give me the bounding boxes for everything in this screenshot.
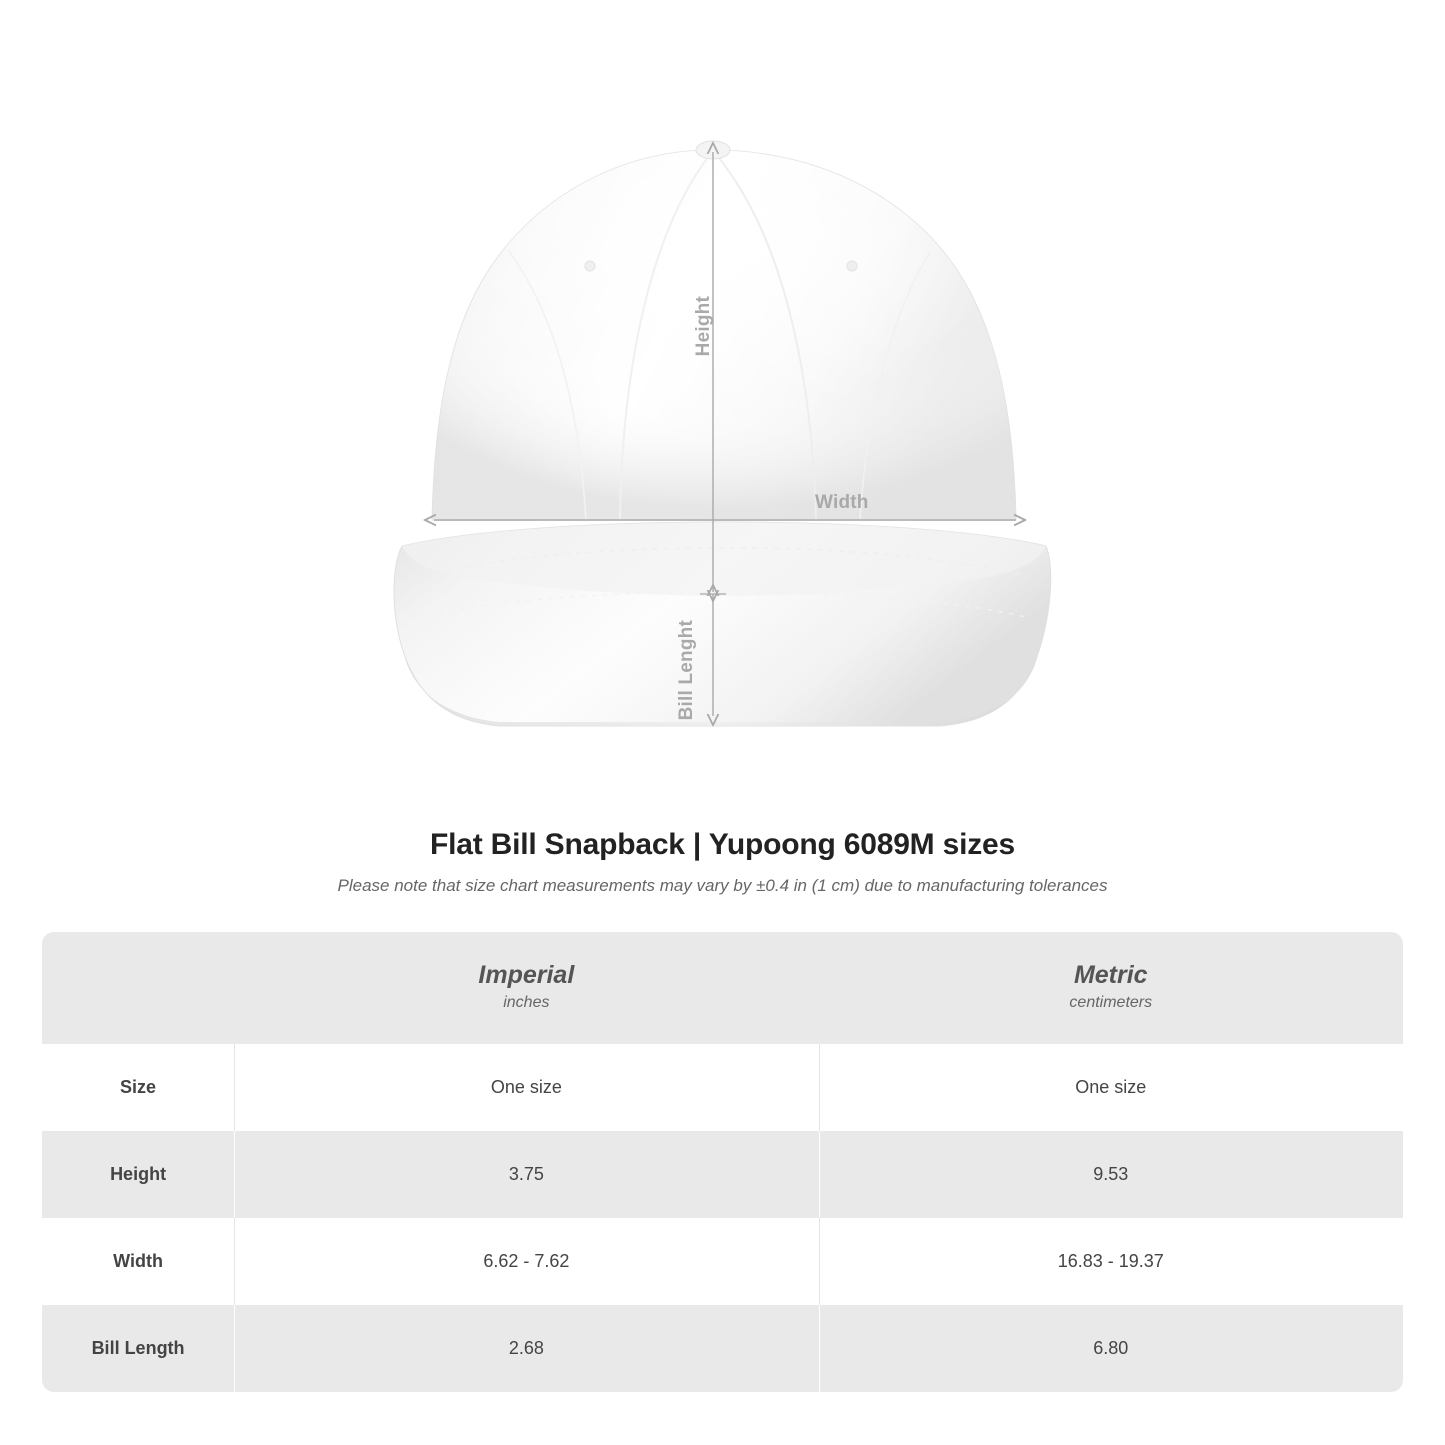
bill-length-label-line1: Bill [676, 690, 697, 721]
row-label-bill-length: Bill Length [42, 1305, 234, 1392]
height-dimension-label: Height [693, 296, 714, 357]
metric-unit-name: Metric [1073, 961, 1148, 989]
size-table-head [42, 932, 1403, 1044]
size-table-body [42, 1044, 1403, 1392]
cell-width-metric: 16.83 - 19.37 [819, 1218, 1403, 1305]
cell-bill-length-imperial: 2.68 [234, 1305, 818, 1392]
header-imperial [234, 932, 818, 1044]
unit-header-row [42, 932, 1403, 1044]
table-row [42, 1305, 1403, 1392]
cell-size-metric: One size [819, 1044, 1403, 1131]
tolerance-note: Please note that size chart measurements may vary by ±0.4 in (1 cm) due to manufacturing tolerances [337, 876, 1108, 895]
size-table [42, 932, 1403, 1392]
cell-bill-length-metric: 6.80 [819, 1305, 1403, 1392]
cell-width-imperial: 6.62 - 7.62 [234, 1218, 818, 1305]
title-block [0, 828, 1445, 896]
table-row [42, 1218, 1403, 1305]
header-metric [819, 932, 1403, 1044]
row-label-width: Width [42, 1218, 234, 1305]
size-table-wrapper [42, 932, 1403, 1392]
table-row [42, 1044, 1403, 1131]
cell-size-imperial: One size [234, 1044, 818, 1131]
row-label-size: Size [42, 1044, 234, 1131]
cell-height-metric: 9.53 [819, 1131, 1403, 1218]
bill-length-label-line2: Lenght [676, 620, 697, 685]
table-row [42, 1131, 1403, 1218]
imperial-unit-name: Imperial [478, 961, 575, 989]
metric-unit-sub: centimeters [1069, 994, 1153, 1011]
bill-length-dimension-label [676, 620, 720, 720]
width-dimension-label: Width [815, 492, 869, 513]
header-empty-cell [42, 932, 234, 1044]
cell-height-imperial: 3.75 [234, 1131, 818, 1218]
row-label-height: Height [42, 1131, 234, 1218]
page-title: Flat Bill Snapback | Yupoong 6089M sizes [429, 828, 1015, 861]
imperial-unit-sub: inches [503, 994, 550, 1011]
